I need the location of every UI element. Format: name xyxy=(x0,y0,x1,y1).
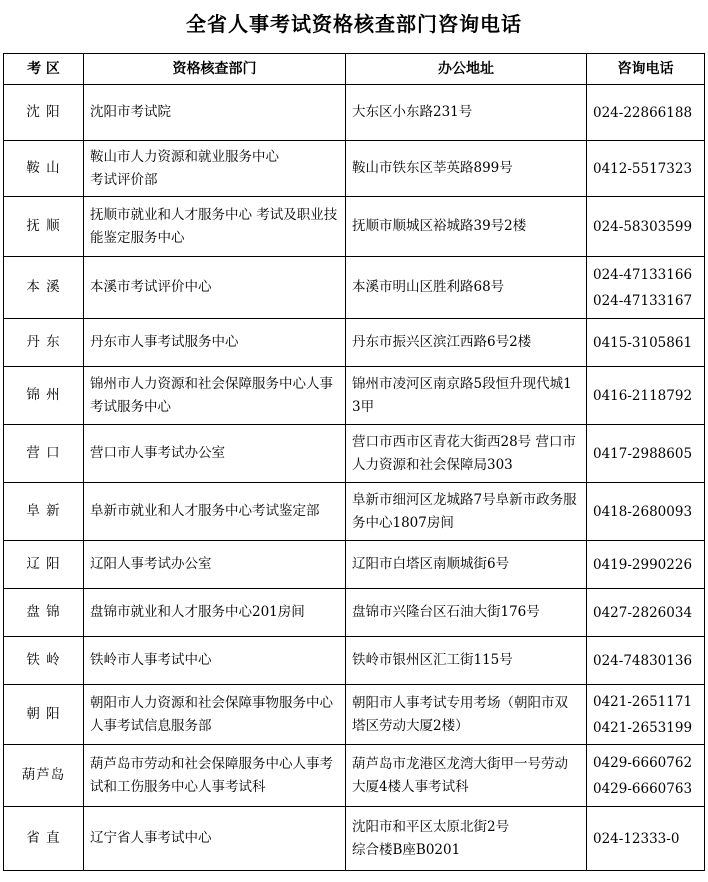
dept-cell-line: 营口市人事考试办公室 xyxy=(90,445,225,461)
addr-cell-line: 大东区小东路231号 xyxy=(352,104,473,120)
region-cell: 辽 阳 xyxy=(4,541,84,589)
region-cell: 鞍 山 xyxy=(4,141,84,197)
dept-cell xyxy=(84,197,346,257)
dept-cell xyxy=(84,319,346,367)
addr-cell xyxy=(346,745,587,807)
dept-cell-line: 葫芦岛市劳动和社会保障服务中心人事考试和工伤服务中心人事考试科 xyxy=(90,755,333,795)
dept-cell-line: 辽阳人事考试办公室 xyxy=(90,556,212,572)
table-row xyxy=(4,483,705,541)
region-cell: 本 溪 xyxy=(4,257,84,319)
dept-cell xyxy=(84,589,346,637)
phone-cell-line: 0421-2653199 xyxy=(593,719,693,736)
header-dept: 资格核查部门 xyxy=(84,54,346,85)
dept-cell-line: 阜新市就业和人才服务中心考试鉴定部 xyxy=(90,503,320,519)
dept-cell xyxy=(84,367,346,425)
phone-cell xyxy=(587,141,705,197)
header-addr: 办公地址 xyxy=(346,54,587,85)
phone-cell xyxy=(587,745,705,807)
contact-table xyxy=(3,53,705,871)
addr-cell-line: 鞍山市铁东区莘英路899号 xyxy=(352,160,513,176)
addr-cell xyxy=(346,425,587,483)
dept-cell xyxy=(84,807,346,871)
table-row xyxy=(4,589,705,637)
addr-cell-line: 铁岭市银州区汇工街115号 xyxy=(352,652,513,668)
table-body xyxy=(4,85,705,871)
phone-cell-line: 0416-2118792 xyxy=(593,387,693,404)
addr-cell xyxy=(346,807,587,871)
dept-cell-line: 考试评价部 xyxy=(90,171,158,188)
phone-cell xyxy=(587,637,705,685)
addr-cell-line: 丹东市振兴区滨江西路6号2楼 xyxy=(352,334,532,350)
header-phone: 咨询电话 xyxy=(587,54,705,85)
phone-cell-line: 024-12333-0 xyxy=(593,830,680,847)
dept-cell xyxy=(84,483,346,541)
addr-cell-line: 沈阳市和平区太原北街2号 xyxy=(352,818,510,835)
region-cell: 省 直 xyxy=(4,807,84,871)
region-cell: 沈 阳 xyxy=(4,85,84,141)
phone-cell xyxy=(587,367,705,425)
dept-cell xyxy=(84,257,346,319)
phone-cell xyxy=(587,85,705,141)
phone-cell-line: 0412-5517323 xyxy=(593,160,693,177)
addr-cell-line: 辽阳市白塔区南顺城街6号 xyxy=(352,556,510,572)
addr-cell xyxy=(346,257,587,319)
table-row xyxy=(4,319,705,367)
header-row xyxy=(4,54,705,85)
region-cell: 阜 新 xyxy=(4,483,84,541)
phone-cell-line: 024-22866188 xyxy=(593,104,693,121)
table-row xyxy=(4,637,705,685)
addr-cell-line: 葫芦岛市龙港区龙湾大街甲一号劳动大厦4楼人事考试科 xyxy=(352,755,568,795)
dept-cell-line: 盘锦市就业和人才服务中心201房间 xyxy=(90,604,305,620)
addr-cell xyxy=(346,367,587,425)
phone-cell xyxy=(587,589,705,637)
addr-cell-line: 抚顺市顺城区裕城路39号2楼 xyxy=(352,218,527,234)
phone-cell-line: 024-74830136 xyxy=(593,652,693,669)
addr-cell-line: 朝阳市人事考试专用考场（朝阳市双塔区劳动大厦2楼） xyxy=(352,694,568,734)
addr-cell xyxy=(346,197,587,257)
phone-cell xyxy=(587,425,705,483)
dept-cell-line: 丹东市人事考试服务中心 xyxy=(90,334,239,350)
addr-cell xyxy=(346,483,587,541)
phone-cell-line: 0419-2990226 xyxy=(593,556,693,573)
dept-cell xyxy=(84,745,346,807)
phone-cell-line: 0429-6660763 xyxy=(593,780,693,797)
phone-cell-line: 024-47133167 xyxy=(593,292,693,309)
table-row xyxy=(4,141,705,197)
dept-cell-line: 抚顺市就业和人才服务中心 考试及职业技能鉴定服务中心 xyxy=(90,206,338,246)
addr-cell xyxy=(346,141,587,197)
addr-cell-line: 阜新市细河区龙城路7号阜新市政务服务中心1807房间 xyxy=(352,491,577,531)
table-row xyxy=(4,425,705,483)
phone-cell-line: 0429-6660762 xyxy=(593,754,693,771)
dept-cell-line: 本溪市考试评价中心 xyxy=(90,279,212,295)
region-cell: 抚 顺 xyxy=(4,197,84,257)
region-cell: 丹 东 xyxy=(4,319,84,367)
addr-cell-line: 锦州市凌河区南京路5段恒升现代城13甲 xyxy=(352,375,572,415)
addr-cell-line: 本溪市明山区胜利路68号 xyxy=(352,279,505,295)
addr-cell-line: 营口市西市区青花大街西28号 营口市人力资源和社会保障局303 xyxy=(352,433,576,473)
phone-cell xyxy=(587,541,705,589)
region-cell: 铁 岭 xyxy=(4,637,84,685)
dept-cell-line: 铁岭市人事考试中心 xyxy=(90,652,212,668)
region-cell: 营 口 xyxy=(4,425,84,483)
dept-cell xyxy=(84,637,346,685)
phone-cell xyxy=(587,807,705,871)
dept-cell xyxy=(84,85,346,141)
page-title: 全省人事考试资格核查部门咨询电话 xyxy=(186,12,522,36)
dept-cell-line: 朝阳市人力资源和社会保障事物服务中心人事考试信息服务部 xyxy=(90,694,333,734)
dept-cell xyxy=(84,685,346,745)
table-row xyxy=(4,541,705,589)
dept-cell xyxy=(84,541,346,589)
dept-cell-line: 鞍山市人力资源和就业服务中心 xyxy=(90,148,279,165)
dept-cell-line: 沈阳市考试院 xyxy=(90,104,171,120)
table-row xyxy=(4,685,705,745)
table-row xyxy=(4,257,705,319)
region-cell: 葫芦岛 xyxy=(4,745,84,807)
addr-cell xyxy=(346,637,587,685)
dept-cell xyxy=(84,425,346,483)
addr-cell-line: 盘锦市兴隆台区石油大街176号 xyxy=(352,604,540,620)
addr-cell xyxy=(346,85,587,141)
addr-cell xyxy=(346,685,587,745)
table-row xyxy=(4,367,705,425)
phone-cell-line: 0421-2651171 xyxy=(593,693,693,710)
phone-cell xyxy=(587,685,705,745)
table-row xyxy=(4,85,705,141)
addr-cell-line: 综合楼B座B0201 xyxy=(352,841,461,858)
region-cell: 朝 阳 xyxy=(4,685,84,745)
phone-cell-line: 0427-2826034 xyxy=(593,604,693,621)
phone-cell-line: 0415-3105861 xyxy=(593,334,693,351)
dept-cell-line: 锦州市人力资源和社会保障服务中心人事考试服务中心 xyxy=(90,375,333,415)
region-cell: 锦 州 xyxy=(4,367,84,425)
phone-cell xyxy=(587,197,705,257)
addr-cell xyxy=(346,319,587,367)
addr-cell xyxy=(346,541,587,589)
phone-cell xyxy=(587,483,705,541)
phone-cell xyxy=(587,319,705,367)
phone-cell-line: 0418-2680093 xyxy=(593,503,693,520)
region-cell: 盘 锦 xyxy=(4,589,84,637)
phone-cell xyxy=(587,257,705,319)
phone-cell-line: 024-47133166 xyxy=(593,266,693,283)
table-row xyxy=(4,197,705,257)
phone-cell-line: 024-58303599 xyxy=(593,218,693,235)
addr-cell xyxy=(346,589,587,637)
table-row xyxy=(4,807,705,871)
table-row xyxy=(4,745,705,807)
header-region: 考 区 xyxy=(4,54,84,85)
phone-cell-line: 0417-2988605 xyxy=(593,445,693,462)
dept-cell xyxy=(84,141,346,197)
dept-cell-line: 辽宁省人事考试中心 xyxy=(90,830,212,846)
